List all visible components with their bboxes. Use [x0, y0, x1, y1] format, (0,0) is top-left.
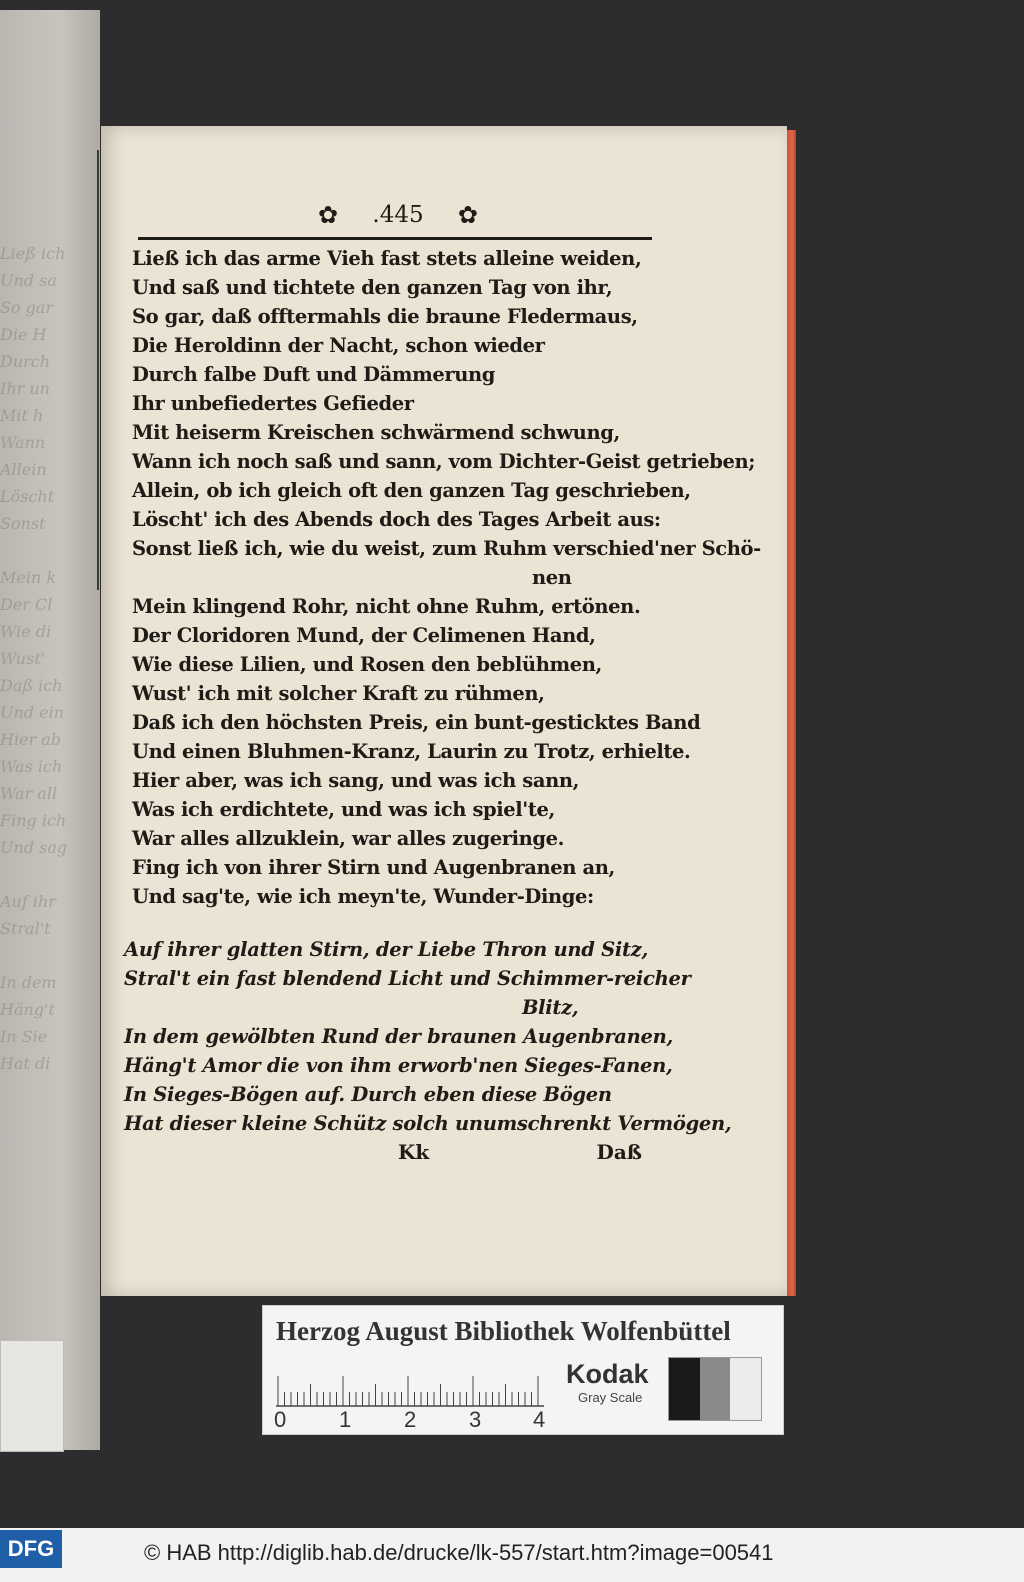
gutter-shadow	[97, 150, 99, 590]
header-rule	[138, 237, 652, 240]
verse-line: Durch falbe Duft und Dämmerung	[132, 363, 495, 386]
verse-line: Der Cloridoren Mund, der Celimenen Hand,	[132, 624, 596, 647]
verse-line: Und einen Bluhmen-Kranz, Laurin zu Trotz, erhielte.	[132, 740, 691, 763]
verse-line: So gar, daß offtermahls die braune Fledermaus,	[132, 305, 638, 328]
verse-line: Sonst ließ ich, wie du weist, zum Ruhm verschied'ner Schö-	[132, 537, 761, 560]
verse-line: Löscht' ich des Abends doch des Tages Arbeit aus:	[132, 508, 661, 531]
library-name: Herzog August Bibliothek Wolfenbüttel	[276, 1316, 731, 1346]
gray-scale-label: Gray Scale	[578, 1390, 643, 1405]
left-page-ghost-text: Ließ ich Und sa So gar Die H Durch Ihr un Mit h Wann Allein Löscht Sonst Mein k Der Cl Wie di Wust' Daß ich Und ein Hier ab Was ich War all Fing ich Und sag Auf ihr Stral't In dem Häng't In Sie Hat di	[0, 244, 68, 1073]
verse-turnover: Blitz,	[522, 996, 579, 1019]
page-footer	[398, 1140, 642, 1170]
verse-line: Und saß und tichtete den ganzen Tag von ihr,	[132, 276, 613, 299]
page-number: .445	[372, 202, 424, 228]
gray-patch	[700, 1358, 731, 1420]
verse-line: Hier aber, was ich sang, und was ich sann,	[132, 769, 580, 792]
ruler-number: 1	[339, 1407, 352, 1432]
verse-line: Auf ihrer glatten Stirn, der Liebe Thron und Sitz,	[124, 938, 648, 961]
ruler-number: 4	[533, 1407, 546, 1432]
verse-line: War alles allzuklein, war alles zugeringe.	[132, 827, 565, 850]
verse-line: Mein klingend Rohr, nicht ohne Ruhm, ertönen.	[132, 595, 641, 618]
verse-turnover: nen	[532, 566, 572, 589]
ornament-left-icon: ✿	[318, 201, 339, 229]
verse-line: Was ich erdichtete, und was ich spiel'te,	[132, 798, 555, 821]
gray-patch	[669, 1358, 700, 1420]
verse-line: Mit heiserm Kreischen schwärmend schwung,	[132, 421, 620, 444]
verse-line: Ihr unbefiedertes Gefieder	[132, 392, 414, 415]
verse-line: Hat dieser kleine Schütz solch unumschrenkt Vermögen,	[124, 1112, 732, 1135]
verse-line: Daß ich den höchsten Preis, ein bunt-gesticktes Band	[132, 711, 701, 734]
verse-line: Und sag'te, wie ich meyn'te, Wunder-Dinge:	[132, 885, 594, 908]
verse-line: In Sieges-Bögen auf. Durch eben diese Bögen	[124, 1083, 612, 1106]
ornament-right-icon: ✿	[457, 201, 478, 229]
signature-mark: Kk	[398, 1140, 430, 1164]
verse-line: Die Heroldinn der Nacht, schon wieder	[132, 334, 545, 357]
running-header	[318, 200, 478, 230]
catchword: Daß	[596, 1140, 642, 1164]
scale-ruler	[276, 1366, 548, 1410]
verse-line: Häng't Amor die von ihm erworb'nen Sieges-Fanen,	[124, 1054, 673, 1077]
verse-line: Stral't ein fast blendend Licht und Schimmer-reicher	[124, 967, 691, 990]
verse-line: Allein, ob ich gleich oft den ganzen Tag geschrieben,	[132, 479, 691, 502]
gray-patches	[668, 1357, 762, 1421]
verse-line: Wann ich noch saß und sann, vom Dichter-Geist getrieben;	[132, 450, 756, 473]
dfg-logo: DFG	[0, 1530, 62, 1568]
stanza-two	[124, 935, 732, 1138]
verse-line: Wie diese Lilien, und Rosen den beblühmen,	[132, 653, 602, 676]
left-shelf-label	[0, 1340, 64, 1452]
ruler-number: 2	[404, 1407, 417, 1432]
ruler-number: 3	[469, 1407, 482, 1432]
verse-line: Fing ich von ihrer Stirn und Augenbranen an,	[132, 856, 615, 879]
verse-line: Wust' ich mit solcher Kraft zu rühmen,	[132, 682, 545, 705]
red-page-edge	[787, 130, 796, 1296]
source-link[interactable]: © HAB http://diglib.hab.de/drucke/lk-557/start.htm?image=00541	[144, 1540, 774, 1565]
stanza-one	[132, 244, 761, 911]
verse-line: Ließ ich das arme Vieh fast stets alleine weiden,	[132, 247, 642, 270]
kodak-logo: Kodak	[566, 1359, 649, 1389]
ruler-number: 0	[274, 1407, 287, 1432]
verse-line: In dem gewölbten Rund der braunen Augenbranen,	[124, 1025, 673, 1048]
gray-patch	[730, 1358, 761, 1420]
